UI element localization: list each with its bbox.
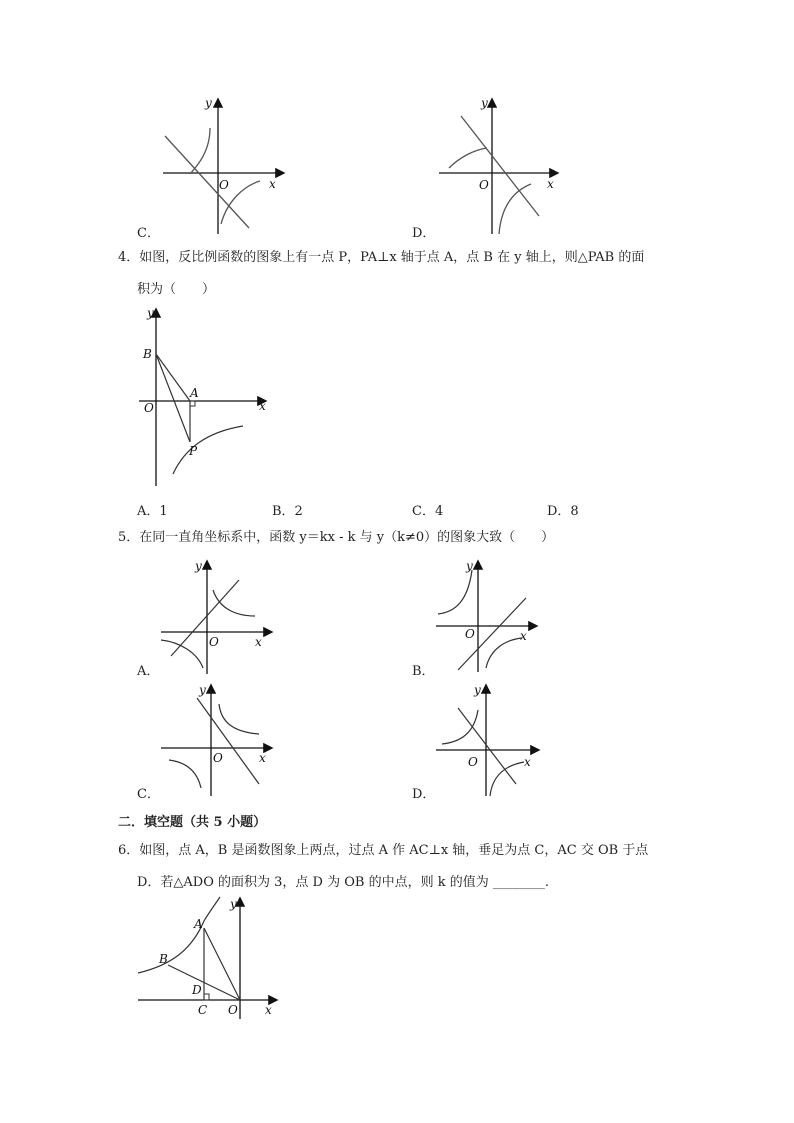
- right-angle-mark: [204, 994, 209, 1000]
- point-c-label: C: [198, 1003, 208, 1017]
- q3-option-d-graph: [433, 92, 573, 238]
- hyperbola-branch-lower-right: [499, 184, 531, 234]
- q5-option-c-label: C．: [137, 787, 160, 802]
- right-angle-mark: [190, 401, 195, 406]
- q4-figure: [135, 302, 275, 488]
- section-heading-fill-in: 二．填空题（共 5 小题）: [118, 815, 267, 830]
- hyperbola-branch-upper-right: [213, 590, 255, 616]
- y-axis-label: y: [205, 96, 212, 110]
- linear-function-line: [458, 708, 516, 784]
- q3-option-d-label: D．: [412, 226, 436, 241]
- hyperbola-branch-lower-right: [486, 638, 522, 668]
- q5-option-d-graph: [430, 680, 560, 800]
- origin-label: O: [213, 751, 223, 765]
- x-axis-label: x: [520, 629, 527, 643]
- hyperbola-branch-upper-left: [442, 710, 478, 744]
- hyperbola-branch-lower-left: [169, 760, 201, 788]
- q5-option-b-graph: [430, 556, 560, 676]
- point-a-label: A: [190, 386, 199, 400]
- linear-function-line: [171, 580, 239, 656]
- q4-option-b: B．2: [272, 504, 303, 519]
- y-axis-label: y: [230, 897, 237, 911]
- q5-option-d-label: D．: [412, 787, 436, 802]
- q3-option-c-graph: [155, 92, 295, 238]
- y-axis-label: y: [474, 683, 481, 697]
- q5-option-a-graph: [155, 556, 285, 676]
- origin-label: O: [228, 1003, 238, 1017]
- y-axis-label: y: [147, 306, 154, 320]
- point-b-label: B: [143, 347, 152, 361]
- q4-option-a: A．1: [137, 504, 168, 519]
- point-b-label: B: [159, 952, 168, 966]
- origin-label: O: [219, 178, 229, 192]
- q5-stem: 5．在同一直角坐标系中，函数 y＝kx - k 与 y（k≠0）的图象大致（ ）: [118, 530, 555, 545]
- q6-stem-line1: 6．如图，点 A，B 是函数图象上两点，过点 A 作 AC⊥x 轴，垂足为点 C，AC 交 OB 于点: [118, 843, 649, 858]
- linear-function-line: [165, 136, 249, 228]
- hyperbola-branch-upper-left: [438, 570, 472, 614]
- q5-option-a-label: A．: [137, 664, 160, 679]
- x-axis-label: x: [259, 399, 266, 413]
- origin-label: O: [465, 627, 475, 641]
- hyperbola-branch-upper-right: [219, 704, 259, 734]
- segment-ba: [156, 354, 190, 401]
- q6-figure: [132, 893, 282, 1023]
- y-axis-label: y: [199, 683, 206, 697]
- y-axis-label: y: [466, 559, 473, 573]
- y-axis-label: y: [195, 559, 202, 573]
- segment-bp: [156, 354, 190, 442]
- hyperbola-branch: [173, 426, 243, 474]
- x-axis-label: x: [524, 755, 531, 769]
- hyperbola-branch-lower-right: [490, 762, 524, 796]
- q4-option-d: D．8: [547, 504, 579, 519]
- q4-stem-line1: 4．如图，反比例函数的图象上有一点 P，PA⊥x 轴于点 A，点 B 在 y 轴上，则△PAB 的面: [118, 250, 645, 265]
- q3-option-c-label: C．: [137, 226, 160, 241]
- q5-option-c-graph: [155, 680, 285, 800]
- x-axis-label: x: [255, 635, 262, 649]
- hyperbola-branch-upper-left: [449, 148, 487, 168]
- origin-label: O: [144, 401, 154, 415]
- y-axis-label: y: [481, 96, 488, 110]
- x-axis-label: x: [269, 177, 276, 191]
- point-a-label: A: [194, 917, 203, 931]
- q4-stem-line2: 积为（ ）: [137, 282, 216, 297]
- point-p-label: P: [189, 444, 198, 458]
- x-axis-label: x: [547, 177, 554, 191]
- x-axis-label: x: [265, 1003, 272, 1017]
- linear-function-line: [461, 116, 539, 216]
- q4-option-c: C．4: [412, 504, 444, 519]
- linear-function-line: [197, 698, 259, 784]
- origin-label: O: [209, 635, 219, 649]
- point-d-label: D: [192, 983, 202, 997]
- origin-label: O: [468, 755, 478, 769]
- q5-option-b-label: B．: [412, 664, 435, 679]
- q6-stem-line2: D．若△ADO 的面积为 3，点 D 为 OB 的中点，则 k 的值为 ________.: [137, 875, 549, 890]
- segment-ao: [204, 928, 240, 1000]
- x-axis-label: x: [259, 751, 266, 765]
- origin-label: O: [479, 178, 489, 192]
